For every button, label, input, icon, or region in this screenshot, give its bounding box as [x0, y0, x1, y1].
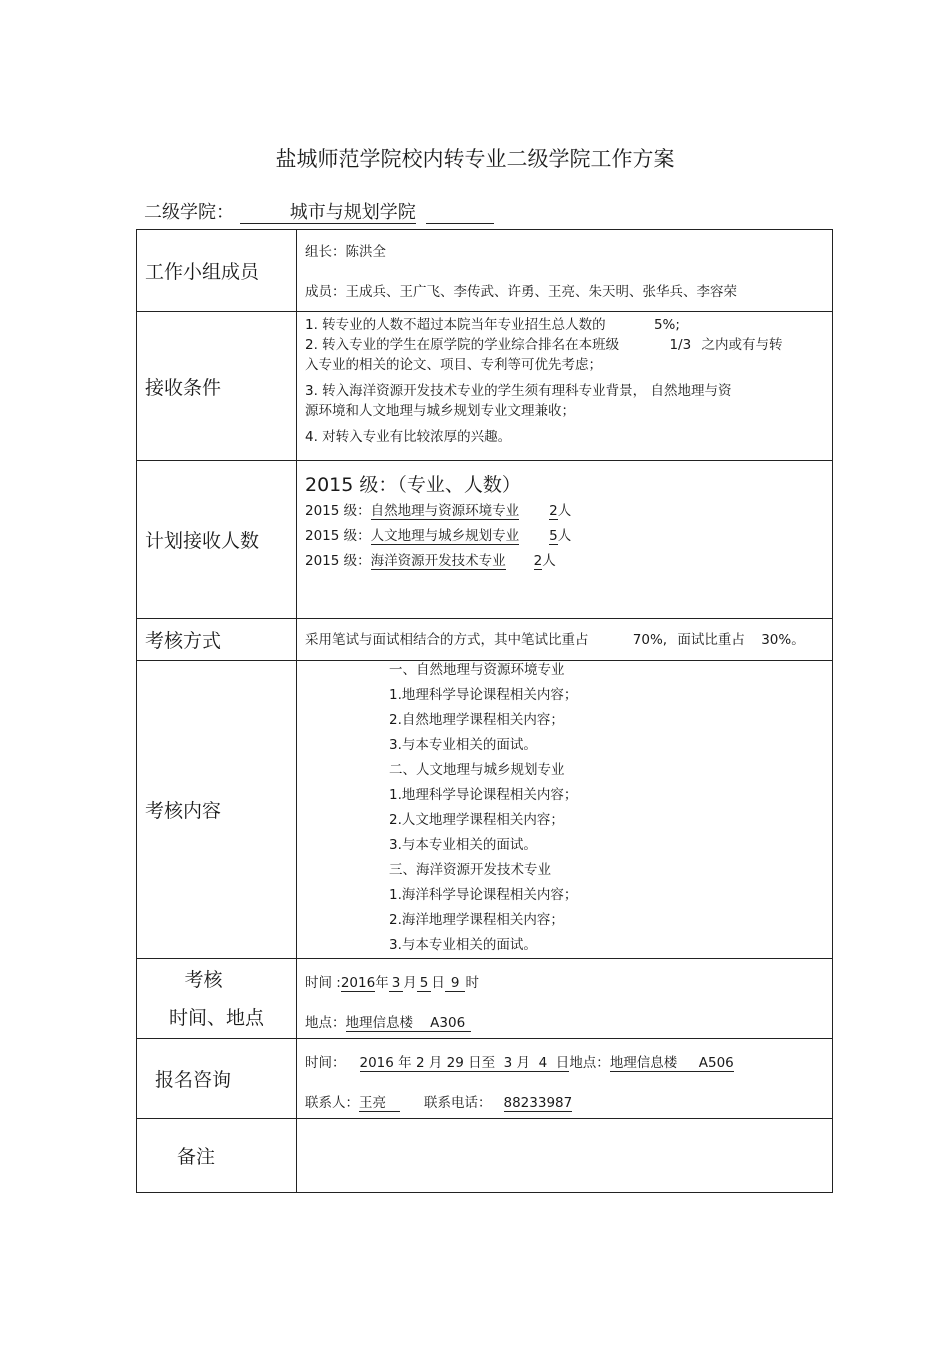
signup-place: 地理信息楼 A506: [609, 1055, 734, 1071]
exam-hour: 9: [445, 975, 466, 992]
underline-right: [426, 205, 494, 224]
label-signup: 报名咨询: [137, 1039, 297, 1119]
label-remarks: 备注: [137, 1119, 297, 1193]
college-line: [144, 198, 494, 224]
content-team: [297, 230, 833, 312]
condition-4: 4. 对转入专业有比较浓厚的兴趣。: [305, 429, 512, 445]
content-remarks: [297, 1119, 833, 1193]
exam-place: 地理信息楼 A306: [346, 1015, 472, 1032]
plan-grade: 2015 级：: [305, 528, 371, 544]
content-line: 一、自然地理与资源环境专业: [389, 662, 565, 678]
label-method: 考核方式: [137, 619, 297, 661]
college-label: 二级学院：: [144, 202, 234, 223]
signup-place-prefix: 地点：: [569, 1055, 610, 1071]
method-text-b: 面试比重占: [677, 631, 745, 648]
exam-day-unit: 日: [431, 975, 445, 991]
content-exam-time: [297, 959, 833, 1039]
college-name: 城市与规划学院: [289, 202, 416, 223]
plan-num: 5: [549, 528, 558, 544]
content-line: 3.与本专业相关的面试。: [389, 837, 537, 853]
label-content: 考核内容: [137, 661, 297, 959]
plan-major: 自然地理与资源环境专业: [370, 503, 520, 519]
plan-num: 2: [549, 503, 558, 519]
team-members: 成员：王成兵、王广飞、李传武、许勇、王亮、朱天明、张华兵、李容荣: [305, 284, 737, 300]
plan-grade: 2015 级：: [305, 503, 371, 519]
content-line: 2.海洋地理学课程相关内容；: [389, 912, 564, 928]
exam-month-unit: 月: [403, 975, 417, 991]
plan-unit: 人: [557, 528, 572, 544]
plan-grade: 2015 级：: [305, 553, 371, 569]
content-plan: [297, 461, 833, 619]
signup-phone: 88233987: [503, 1095, 573, 1111]
row-signup: [137, 1039, 833, 1119]
exam-day: 5: [417, 975, 432, 992]
label-exam-time-2: 时间、地点: [168, 1006, 264, 1029]
signup-contact: 王亮: [359, 1095, 400, 1112]
condition-3: 3. 转入海洋资源开发技术专业的学生须有理科专业背景， 自然地理与资: [305, 383, 732, 399]
content-method: [297, 619, 833, 661]
content-line: 1.地理科学导论课程相关内容；: [389, 687, 578, 703]
content-content: [297, 661, 833, 959]
exam-place-prefix: 地点：: [305, 1015, 346, 1031]
plan-num: 2: [533, 553, 543, 569]
condition-1: 1. 转专业的人数不超过本院当年专业招生总人数的: [305, 317, 606, 333]
exam-hour-unit: 时: [465, 975, 479, 991]
plan-item: [305, 549, 822, 574]
condition-2-tail: 之内或有与转: [701, 337, 783, 353]
plan-unit: 人: [557, 503, 572, 519]
exam-year: 2016: [340, 975, 376, 991]
page-title: 盐城师范学院校内转专业二级学院工作方案: [275, 147, 675, 171]
signup-contact-prefix: 联系人：: [305, 1095, 359, 1111]
underline-left: [240, 205, 290, 224]
label-team: 工作小组成员: [137, 230, 297, 312]
content-line: 2.人文地理学课程相关内容；: [389, 812, 564, 828]
plan-table: [136, 229, 833, 1193]
row-team: [137, 230, 833, 312]
plan-major: 人文地理与城乡规划专业: [370, 528, 520, 544]
content-line: 3.与本专业相关的面试。: [389, 937, 537, 953]
row-content: [137, 661, 833, 959]
plan-item: [305, 524, 822, 549]
content-conditions: [297, 312, 833, 461]
content-line: 1.海洋科学导论课程相关内容；: [389, 887, 578, 903]
content-line: 2.自然地理学课程相关内容；: [389, 712, 564, 728]
row-remarks: [137, 1119, 833, 1193]
method-interview-weight: 30%。: [761, 631, 805, 648]
content-line: 1.地理科学导论课程相关内容；: [389, 787, 578, 803]
content-signup: [297, 1039, 833, 1119]
plan-major: 海洋资源开发技术专业: [370, 553, 506, 569]
exam-month: 3: [389, 975, 404, 992]
team-leader: 组长：陈洪全: [305, 244, 386, 260]
label-exam-time-1: 考核: [184, 968, 223, 991]
label-exam-time: [137, 959, 297, 1039]
condition-1-value: 5%;: [653, 317, 680, 333]
row-method: [137, 619, 833, 661]
signup-time: 2016 年 2 月 29 日至 3 月 4 日: [359, 1055, 570, 1071]
condition-3-cont: 源环境和人文地理与城乡规划专业文理兼收；: [305, 403, 575, 419]
method-text-a: 采用笔试与面试相结合的方式，其中笔试比重占: [305, 631, 589, 648]
signup-time-prefix: 时间：: [305, 1055, 346, 1071]
method-written-weight: 70%,: [632, 631, 668, 648]
plan-heading: 2015 级：（专业、人数）: [305, 474, 521, 496]
row-exam-time: [137, 959, 833, 1039]
content-line: 二、人文地理与城乡规划专业: [389, 762, 565, 778]
row-conditions: [137, 312, 833, 461]
condition-2: 2. 转入专业的学生在原学院的学业综合排名在本班级: [305, 337, 620, 353]
plan-unit: 人: [542, 553, 556, 569]
condition-2-value: 1/3: [669, 337, 692, 353]
row-plan: [137, 461, 833, 619]
exam-time-prefix: 时间 :: [305, 975, 341, 991]
content-line: 3.与本专业相关的面试。: [389, 737, 537, 753]
exam-year-unit: 年: [375, 975, 389, 991]
label-plan: 计划接收人数: [137, 461, 297, 619]
label-conditions: 接收条件: [137, 312, 297, 461]
signup-phone-prefix: 联系电话：: [424, 1095, 492, 1111]
content-line: 三、海洋资源开发技术专业: [389, 862, 551, 878]
condition-2-cont: 入专业的相关的论文、项目、专利等可优先考虑；: [305, 357, 602, 373]
plan-item: [305, 499, 822, 524]
